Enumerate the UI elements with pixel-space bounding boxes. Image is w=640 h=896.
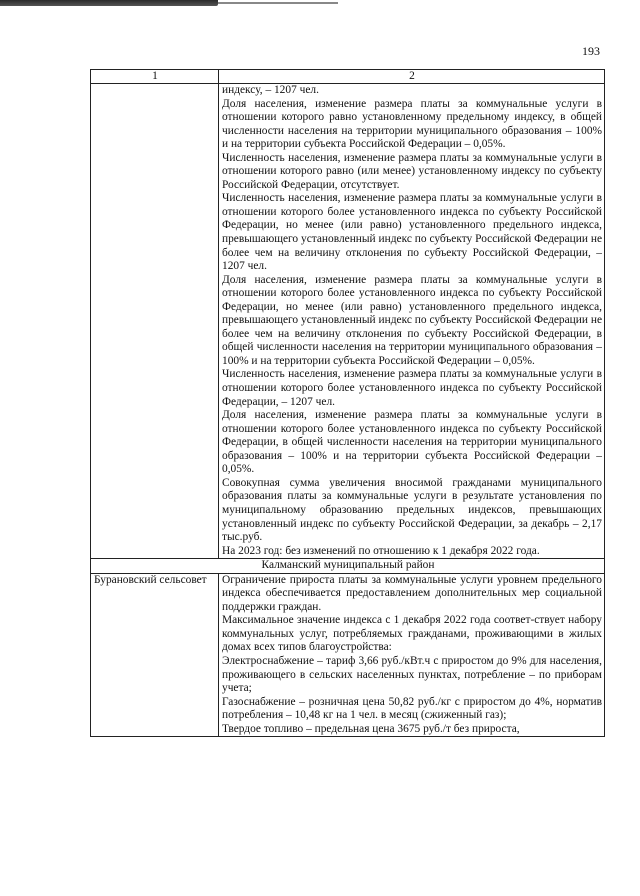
continuation-left-cell	[91, 84, 219, 559]
scan-edge-line	[218, 2, 338, 4]
table-row-buranovsky	[91, 573, 605, 737]
continuation-right-cell	[219, 84, 605, 559]
page-number: 193	[582, 44, 600, 58]
paragraph: Максимальное значение индекса с 1 декабря 2022 года соответ-ствует набору коммунальных услуг, потребляемых гражданами, проживающими в жилых домах всех типов благоустройства:	[222, 614, 602, 654]
paragraph: Газоснабжение – розничная цена 50,82 руб./кг с приростом до 4%, норматив потребления – 10,48 кг на 1 чел. в месяц (сжиженный газ);	[222, 695, 602, 722]
section-row	[91, 559, 605, 574]
paragraph: Численность населения, изменение размера платы за коммунальные услуги в отношении которого более установленного индекса по субъекту Российской Федерации, – 1207 чел.	[222, 368, 602, 408]
paragraph: Совокупная сумма увеличения вносимой гражданами муниципального образования платы за коммунальные услуги в результате установления по муниципальному образованию предельных индексов, превышающих установленный индекс по субъекту Российской Федерации, за декабрь – 2,17 тыс.руб.	[222, 476, 602, 544]
section-title: Калманский муниципальный район	[91, 559, 605, 574]
municipality-name-cell: Бурановский сельсовет	[91, 573, 219, 737]
paragraph: Доля населения, изменение размера платы за коммунальные услуги в отношении которого равно установленному предельному индексу, в общей численности населения на территории муниципального образования – 100% и на территории субъекта Российской Федерации – 0,05%.	[222, 97, 602, 151]
table-header-row	[91, 70, 605, 84]
paragraph: Доля населения, изменение размера платы за коммунальные услуги в отношении которого более установленного индекса по субъекту Российской Федерации, но менее (или равно) установленного предельного индекса, превышающего установленный индекс по субъекту Российской Федерации не более чем на величину отклонения по субъекту Российской Федерации, в общей численности населения на территории муниципального образования – 100% и на территории субъекта Российской Федерации – 0,05%.	[222, 273, 602, 367]
paragraph: Электроснабжение – тариф 3,66 руб./кВт.ч с приростом до 9% для населения, проживающего в сельских населенных пунктах, потребление – по приборам учета;	[222, 654, 602, 695]
paragraph: Твердое топливо – предельная цена 3675 руб./т без прироста,	[222, 722, 520, 735]
header-col-1: 1	[91, 70, 219, 84]
document-table	[90, 69, 605, 737]
paragraph: Доля населения, изменение размера платы за коммунальные услуги в отношении которого более установленного индекса по субъекту Российской Федерации, в общей численности населения на территории муниципального образования – 100% и на территории субъекта Российской Федерации – 0,05%.	[222, 409, 602, 476]
paragraph: Численность населения, изменение размера платы за коммунальные услуги в отношении которого более установленного индекса по субъекту Российской Федерации, но менее (или равно) установленного предельного индекса, превышающего установленный индекс по субъекту Российской Федерации не более чем на величину отклонения по субъекту Российской Федерации, – 1207 чел.	[222, 192, 602, 273]
paragraph: На 2023 год: без изменений по отношению к 1 декабря 2022 года.	[222, 544, 540, 557]
paragraph: индексу, – 1207 чел.	[222, 84, 319, 96]
scan-edge-mark	[0, 0, 218, 6]
table-row-continuation	[91, 84, 605, 559]
header-col-2: 2	[219, 70, 605, 84]
paragraph: Ограничение прироста платы за коммунальные услуги уровнем предельного индекса обеспечивается предоставлением дополнительных мер социальной поддержки граждан.	[222, 573, 602, 613]
municipality-details-cell	[219, 573, 605, 737]
paragraph: Численность населения, изменение размера платы за коммунальные услуги в отношении которого равно (или менее) установленному индексу по субъекту Российской Федерации, отсутствует.	[222, 151, 602, 191]
